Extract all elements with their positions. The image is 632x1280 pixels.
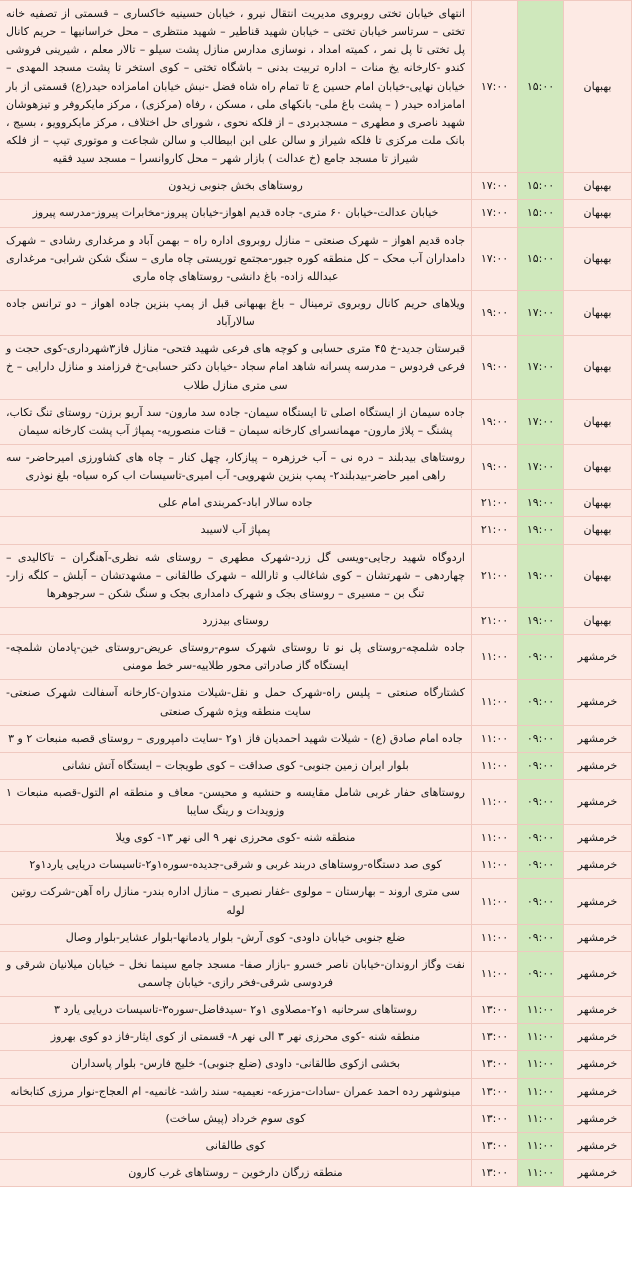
cell-start-time: ۱۱:۰۰ [518, 1051, 564, 1078]
table-row [0, 517, 632, 544]
cell-start-time: ۱۱:۰۰ [518, 1132, 564, 1159]
table-row [0, 725, 632, 752]
table-row [0, 680, 632, 725]
cell-end-time: ۱۳:۰۰ [472, 997, 518, 1024]
cell-area: جاده امام صادق (ع) - شیلات شهید احمدیان فاز ۱و۲ -سایت دامپروری – روستای قصبه منبعات ۲ و ۳ [0, 725, 472, 752]
cell-start-time: ۱۷:۰۰ [518, 444, 564, 489]
table-row [0, 825, 632, 852]
cell-end-time: ۱۹:۰۰ [472, 444, 518, 489]
cell-area: نفت وگاز اروندان-خیابان ناصر خسرو -بازار صفا- مسجد جامع سینما نخل – خیابان میلانیان شرقی و فردوسی شرقی-فخر رازی- خیابان چاسمی [0, 951, 472, 996]
cell-start-time: ۱۵:۰۰ [518, 227, 564, 290]
cell-end-time: ۱۹:۰۰ [472, 290, 518, 335]
cell-start-time: ۱۵:۰۰ [518, 173, 564, 200]
cell-area: جاده سالار اباد-کمربندی امام علی [0, 490, 472, 517]
cell-end-time: ۱۱:۰۰ [472, 879, 518, 924]
cell-area: کوی سوم خرداد (پیش ساخت) [0, 1105, 472, 1132]
table-row [0, 924, 632, 951]
cell-end-time: ۱۱:۰۰ [472, 951, 518, 996]
table-row [0, 997, 632, 1024]
cell-area: روستاهای حفار غربی شامل مقایسه و حنشیه و محیسن- معاف و منطقه ام التول-قصبه منبعات ۱ وزویدات و رینگ سایبا [0, 779, 472, 824]
cell-area: جاده سیمان از ایستگاه اصلی تا ایستگاه سیمان- جاده سد مارون- سد آریو برزن- روستای تنگ تکاب، پشنگ – پلاژ مارون- مهمانسرای کارخانه سیمان – قنات منصوریه- پمپاژ آب پشت کارخانه سیمان [0, 399, 472, 444]
cell-end-time: ۱۷:۰۰ [472, 173, 518, 200]
cell-end-time: ۱۱:۰۰ [472, 852, 518, 879]
table-row [0, 490, 632, 517]
cell-area: قبرستان جدید-خ ۴۵ متری حسابی و کوچه های فرعی شهید فتحی- منازل فاز۳شهرداری-کوی حجت و فرعی فردوس – مدرسه پسرانه شاهد امام سجاد -خیابان دکتر حسابی-خ فرزامند و منازل دارایی – خ سی متری منازل طلاب [0, 336, 472, 399]
table-row [0, 852, 632, 879]
table-row [0, 752, 632, 779]
cell-city: خرمشهر [564, 725, 632, 752]
cell-end-time: ۱۱:۰۰ [472, 924, 518, 951]
table-row [0, 227, 632, 290]
table-row [0, 1078, 632, 1105]
cell-area: روستاهای سرحانیه ۱و۲-مصلاوی ۱و۲ -سیدفاضل-سوره۳-تاسیسات دریایی یارد ۳ [0, 997, 472, 1024]
cell-area: اردوگاه شهید رجایی-ویسی گل زرد-شهرک مطهری – روستای شه نظری-آهنگران – تاکالیدی – چهاردهی – شهرتشان – کوی شاغالب و ثارالله – شهرک طالقانی – مشهدتشان – آبلش – کلگه زار- تنگ بن – مسیری – روستای بجک و شهرک دامداری بجک و سنگ شکن – سرجوهرها [0, 544, 472, 607]
cell-area: منطقه شنه -کوی محرزی نهر ۹ الی نهر ۱۳- کوی ویلا [0, 825, 472, 852]
cell-area: خیابان عدالت-خیابان ۶۰ متری- جاده قدیم اهواز-خیابان پیروز-مخابرات پیروز-مدرسه پیروز [0, 200, 472, 227]
cell-city: بهبهان [564, 290, 632, 335]
cell-area: بخشی ازکوی طالقانی- داودی (ضلع جنوبی)- خلیج فارس- بلوار پاسداران [0, 1051, 472, 1078]
cell-start-time: ۰۹:۰۰ [518, 779, 564, 824]
cell-city: خرمشهر [564, 1078, 632, 1105]
table-row [0, 951, 632, 996]
cell-area: بلوار ایران زمین جنوبی- کوی صداقت – کوی طویجات – ایستگاه آتش نشانی [0, 752, 472, 779]
cell-city: بهبهان [564, 1, 632, 173]
cell-end-time: ۲۱:۰۰ [472, 544, 518, 607]
cell-start-time: ۱۱:۰۰ [518, 1160, 564, 1187]
cell-start-time: ۱۷:۰۰ [518, 399, 564, 444]
cell-end-time: ۱۳:۰۰ [472, 1024, 518, 1051]
cell-city: خرمشهر [564, 680, 632, 725]
cell-city: خرمشهر [564, 852, 632, 879]
cell-city: بهبهان [564, 200, 632, 227]
cell-end-time: ۲۱:۰۰ [472, 517, 518, 544]
cell-start-time: ۱۷:۰۰ [518, 336, 564, 399]
cell-start-time: ۱۱:۰۰ [518, 1105, 564, 1132]
table-row [0, 635, 632, 680]
cell-end-time: ۱۳:۰۰ [472, 1051, 518, 1078]
cell-start-time: ۱۹:۰۰ [518, 517, 564, 544]
cell-area: انتهای خیابان تختی روبروی مدیریت انتقال نیرو ، خیابان حسینیه خاکساری – قسمتی از تصفیه خانه تختی – سرتاسر خیابان تختی – خیابان شهید قناطیر – شهید منتظری – محل خراسانیها – حریم کانال پل تختی تا پل نمر ، کمیته امداد ، نوسازی مدارس منازل پشت سیلو – تالار معلم ، شیرینی فروشی کندو -کارخانه یخ منات – اداره تربیت بدنی – باشگاه تختی – کوی استخر تا پشت مسجد المهدی – خیابان نهایی-خیابان امام حسین ع تا تمام راه شاه فضل -نبش خیابان امامزاده حیدر(ع) قسمتی از بار امامزاده حیدر ( – پشت باغ ملی- بانکهای ملی ، مسکن ، رفاه (مرکزی) ، مرکز مایکروفر و تیزهوشان شهید ناصری و مطهری – مسجدبردی – از فلکه نحوی ، شورای حل اختلاف ، مرکز مایکروویو ، بسیج ، بانک ملت مرکزی تا فلکه شیراز و سالن علی ابن ابیطالب و سالن شجاعت و موتوری تیپ – از فلکه شیراز تا مسجد جامع (خ عدالت ) بازار شهر – محل کاروانسرا – مسجد سید فقیه [0, 1, 472, 173]
cell-start-time: ۰۹:۰۰ [518, 879, 564, 924]
cell-end-time: ۱۹:۰۰ [472, 399, 518, 444]
cell-city: خرمشهر [564, 997, 632, 1024]
cell-city: خرمشهر [564, 924, 632, 951]
cell-area: منطقه شنه -کوی محرزی نهر ۳ الی نهر ۸- قسمتی از کوی ایثار-فاز دو کوی بهروز [0, 1024, 472, 1051]
cell-area: روستای بیدزرد [0, 607, 472, 634]
cell-city: بهبهان [564, 399, 632, 444]
cell-city: خرمشهر [564, 752, 632, 779]
cell-area: مینوشهر رده احمد عمران -سادات-مزرعه- نعیمیه- سند راشد- غانمیه- ام العجاج-نوار مرزی کتابخانه [0, 1078, 472, 1105]
cell-start-time: ۰۹:۰۰ [518, 852, 564, 879]
cell-area: کوی طالقانی [0, 1132, 472, 1159]
table-row [0, 200, 632, 227]
cell-start-time: ۰۹:۰۰ [518, 725, 564, 752]
table-row [0, 1105, 632, 1132]
table-row [0, 1132, 632, 1159]
cell-city: خرمشهر [564, 1024, 632, 1051]
cell-city: خرمشهر [564, 1132, 632, 1159]
cell-city: خرمشهر [564, 1051, 632, 1078]
cell-area: جاده شلمچه-روستای پل نو تا روستای شهرک سوم-روستای عریض-روستای خین-پادمان شلمچه- ایستگاه گاز صادراتی محور طلاییه-سر خط مومنی [0, 635, 472, 680]
cell-area: کوی صد دستگاه-روستاهای دربند غربی و شرقی-جدیده-سوره۱و۲-تاسیسات دریایی یارد۱و۲ [0, 852, 472, 879]
cell-start-time: ۰۹:۰۰ [518, 680, 564, 725]
cell-area: ضلع جنوبی خیابان داودی- کوی آرش- بلوار یادمانها-بلوار عشایر-بلوار وصال [0, 924, 472, 951]
table-row [0, 290, 632, 335]
cell-start-time: ۱۵:۰۰ [518, 200, 564, 227]
table-row [0, 544, 632, 607]
cell-end-time: ۲۱:۰۰ [472, 607, 518, 634]
cell-end-time: ۱۹:۰۰ [472, 336, 518, 399]
cell-start-time: ۰۹:۰۰ [518, 951, 564, 996]
cell-area: جاده قدیم اهواز – شهرک صنعتی – منازل روبروی اداره راه – بهمن آباد و مرغداری رشادی – شهرک دامداران آب محک – کل منطقه کوره جبور-مجتمع توریستی چاه ماری – سنگ شکن شرابی- مرغداری عبدالله زاده- باغ دانشی- روستاهای چاه ماری [0, 227, 472, 290]
cell-city: بهبهان [564, 336, 632, 399]
cell-city: خرمشهر [564, 1105, 632, 1132]
cell-end-time: ۱۳:۰۰ [472, 1132, 518, 1159]
cell-start-time: ۱۹:۰۰ [518, 544, 564, 607]
cell-city: خرمشهر [564, 879, 632, 924]
table-row [0, 1, 632, 173]
cell-end-time: ۱۱:۰۰ [472, 752, 518, 779]
cell-city: بهبهان [564, 227, 632, 290]
cell-start-time: ۱۱:۰۰ [518, 997, 564, 1024]
cell-end-time: ۱۱:۰۰ [472, 779, 518, 824]
cell-start-time: ۱۱:۰۰ [518, 1024, 564, 1051]
cell-city: بهبهان [564, 607, 632, 634]
cell-end-time: ۱۳:۰۰ [472, 1160, 518, 1187]
cell-start-time: ۰۹:۰۰ [518, 924, 564, 951]
cell-area: ویلاهای حریم کانال روبروی ترمینال – باغ بهبهانی قبل از پمپ بنزین جاده اهواز – دو ترانس جاده سالارآباد [0, 290, 472, 335]
cell-area: روستاهای بیدبلند – دره نی – آب خرزهره – پیازکار، چهل کنار – چاه های کشاورزی امیرحاضر- سه راهی امیر حاضر-بیدبلند۲- پمپ بنزین شهرویی- آب امیری-تاسیسات اب کره سیاه- بلغ نوذری [0, 444, 472, 489]
cell-start-time: ۰۹:۰۰ [518, 752, 564, 779]
cell-city: بهبهان [564, 517, 632, 544]
cell-start-time: ۰۹:۰۰ [518, 635, 564, 680]
cell-area: کشتارگاه صنعتی – پلیس راه-شهرک حمل و نقل-شیلات مندوان-کارخانه آسفالت شهرک صنعتی-سایت منطقه ویژه شهرک صنعتی [0, 680, 472, 725]
cell-city: بهبهان [564, 173, 632, 200]
cell-city: بهبهان [564, 444, 632, 489]
table-row [0, 1160, 632, 1187]
cell-end-time: ۱۱:۰۰ [472, 635, 518, 680]
table-row [0, 399, 632, 444]
cell-end-time: ۱۷:۰۰ [472, 227, 518, 290]
cell-area: سی متری اروند – بهارستان – مولوی -غفار نصیری – منازل اداره بندر- منازل راه آهن-شرکت روتین لوله [0, 879, 472, 924]
table-row [0, 879, 632, 924]
cell-end-time: ۱۷:۰۰ [472, 1, 518, 173]
cell-start-time: ۱۷:۰۰ [518, 290, 564, 335]
cell-city: خرمشهر [564, 635, 632, 680]
table-row [0, 607, 632, 634]
cell-city: خرمشهر [564, 1160, 632, 1187]
cell-area: روستاهای بخش جنوبی زیدون [0, 173, 472, 200]
table-row [0, 1051, 632, 1078]
cell-end-time: ۱۷:۰۰ [472, 200, 518, 227]
cell-city: بهبهان [564, 544, 632, 607]
cell-end-time: ۱۱:۰۰ [472, 725, 518, 752]
table-row [0, 336, 632, 399]
cell-start-time: ۱۵:۰۰ [518, 1, 564, 173]
cell-end-time: ۱۱:۰۰ [472, 825, 518, 852]
table-row [0, 444, 632, 489]
outage-table-body [0, 1, 632, 1187]
table-row [0, 173, 632, 200]
cell-city: خرمشهر [564, 779, 632, 824]
cell-area: منطقه زرگان دارخوین – روستاهای غرب کارون [0, 1160, 472, 1187]
cell-end-time: ۱۱:۰۰ [472, 680, 518, 725]
cell-city: خرمشهر [564, 825, 632, 852]
cell-end-time: ۱۳:۰۰ [472, 1105, 518, 1132]
cell-start-time: ۱۹:۰۰ [518, 607, 564, 634]
table-row [0, 779, 632, 824]
cell-start-time: ۰۹:۰۰ [518, 825, 564, 852]
cell-end-time: ۲۱:۰۰ [472, 490, 518, 517]
cell-start-time: ۱۱:۰۰ [518, 1078, 564, 1105]
cell-start-time: ۱۹:۰۰ [518, 490, 564, 517]
cell-city: بهبهان [564, 490, 632, 517]
cell-city: خرمشهر [564, 951, 632, 996]
cell-area: پمپاژ آب لاسیبد [0, 517, 472, 544]
cell-end-time: ۱۳:۰۰ [472, 1078, 518, 1105]
table-row [0, 1024, 632, 1051]
